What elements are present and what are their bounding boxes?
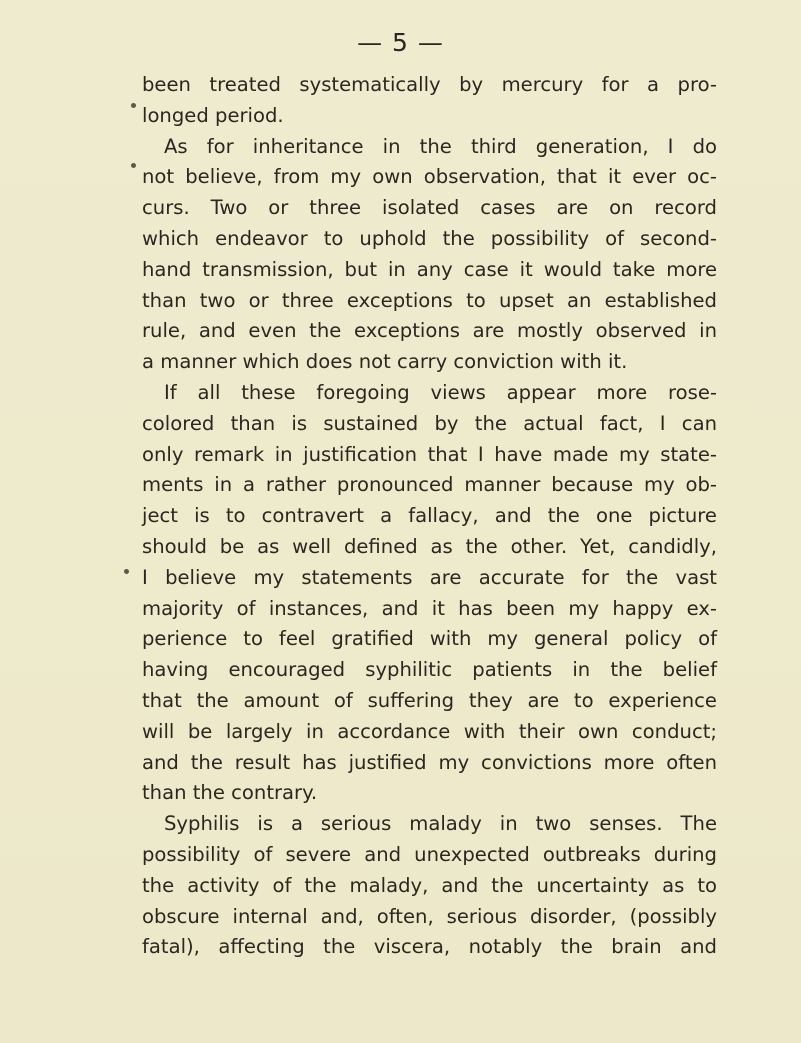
text-line: and the result has justified my convictions more often (142, 750, 717, 774)
text-line: that the amount of suffering they are to experience (142, 688, 717, 712)
text-line: than the contrary. (142, 781, 318, 805)
text-line: longed period. (142, 103, 284, 127)
text-line: majority of instances, and it has been my happy ex- (142, 596, 717, 620)
ink-speck (124, 569, 129, 574)
text-line: ments in a rather pronounced manner because my ob- (142, 473, 717, 497)
text-line: not believe, from my own observation, that it ever oc- (142, 165, 717, 189)
text-line: will be largely in accordance with their own conduct; (142, 719, 717, 743)
text-line: which endeavor to uphold the possibility of second- (142, 226, 717, 250)
text-line: colored than is sustained by the actual fact, I can (142, 411, 717, 435)
text-line: a manner which does not carry conviction with it. (142, 350, 628, 374)
text-line: Syphilis is a serious malady in two senses. The (164, 812, 717, 836)
ink-speck (131, 103, 136, 108)
text-line: I believe my statements are accurate for the vast (142, 565, 717, 589)
text-line: curs. Two or three isolated cases are on record (142, 196, 717, 220)
text-line: than two or three exceptions to upset an established (142, 288, 717, 312)
text-line: obscure internal and, often, serious disorder, (possibly (142, 904, 717, 928)
text-line: should be as well defined as the other. Yet, candidly, (142, 534, 717, 558)
text-line: hand transmission, but in any case it would take more (142, 257, 717, 281)
text-line: fatal), affecting the viscera, notably the brain and (142, 935, 717, 959)
page-number: — 5 — (357, 28, 444, 57)
text-line: rule, and even the exceptions are mostly observed in (142, 319, 717, 343)
text-line: As for inheritance in the third generation, I do (164, 134, 717, 158)
text-line: been treated systematically by mercury for a pro- (142, 73, 717, 96)
text-line: possibility of severe and unexpected outbreaks during (142, 842, 717, 866)
text-line: If all these foregoing views appear more rose- (164, 380, 717, 404)
ink-speck (131, 163, 136, 168)
text-line: having encouraged syphilitic patients in the belief (142, 658, 717, 682)
text-line: the activity of the malady, and the uncertainty as to (142, 873, 717, 897)
body-text (142, 70, 717, 963)
text-line: only remark in justification that I have made my state- (142, 442, 717, 466)
text-line: perience to feel gratified with my general policy of (142, 627, 717, 651)
text-line: ject is to contravert a fallacy, and the one picture (142, 504, 717, 528)
